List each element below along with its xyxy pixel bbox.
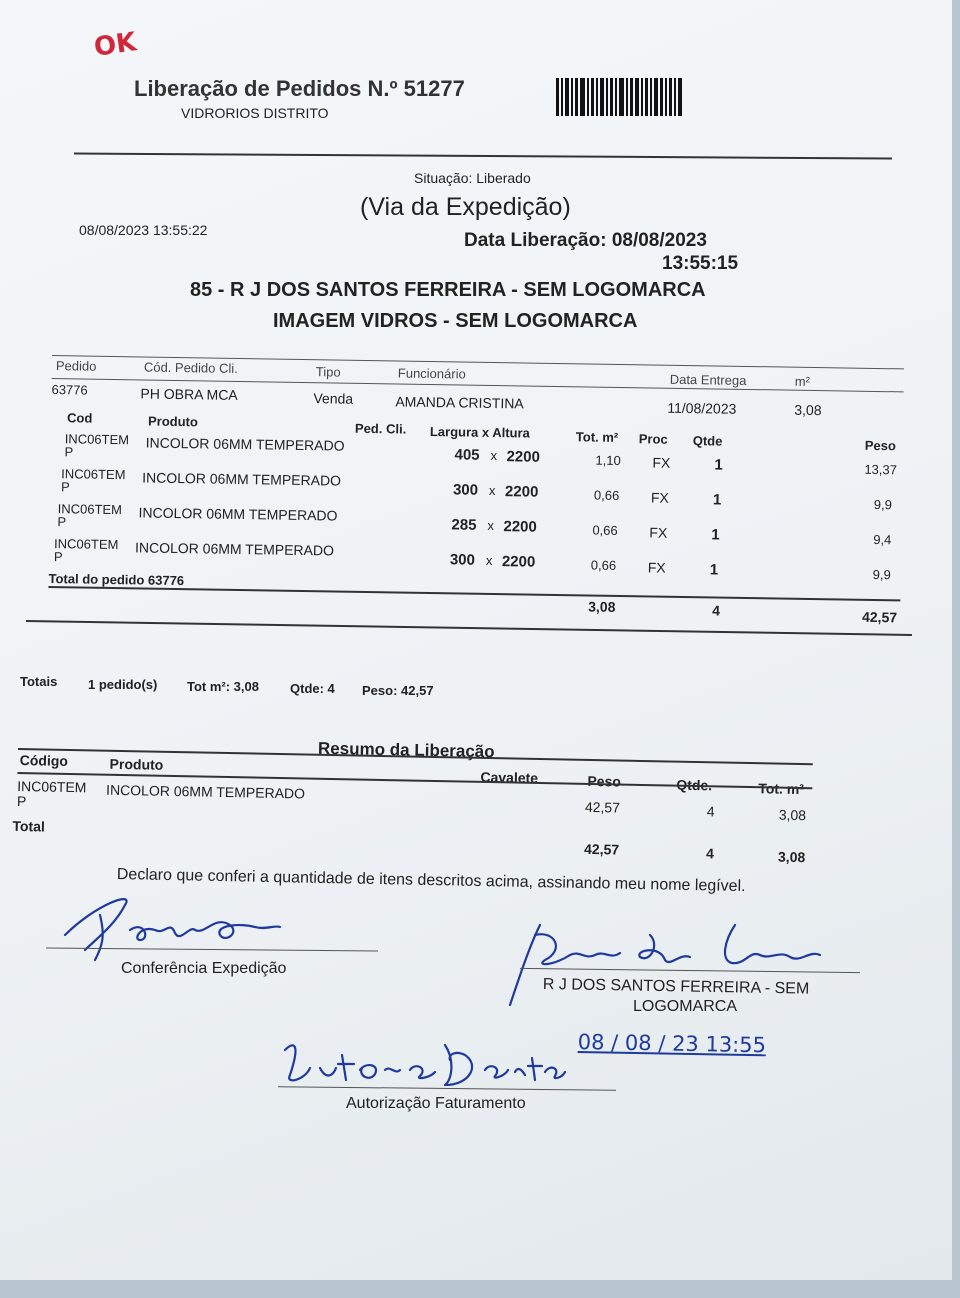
resumo-total-qtde: 4: [705, 845, 714, 862]
item-cod: INC06TEM: [57, 501, 123, 518]
items-col-qtde: Qtde: [692, 433, 723, 449]
declaration-text: Declaro que conferi a quantidade de itens descritos acima, assinando meu nome legível.: [116, 866, 746, 896]
items-col-tot-m2: Tot. m²: [575, 429, 619, 445]
resumo-row-qtde: 4: [706, 803, 715, 820]
item-altura: 2200: [504, 483, 539, 501]
order-total-peso: 42,57: [861, 608, 898, 626]
company-name: VIDRORIOS DISTRITO: [181, 105, 329, 121]
resumo-row-codigo: INC06TEM: [17, 777, 87, 796]
item-peso: 9,4: [873, 531, 892, 548]
cod-pedido-cli-value: PH OBRA MCA: [140, 385, 238, 403]
col-data-entrega-label: Data Entrega: [669, 371, 747, 388]
resumo-total-tot-m2: 3,08: [777, 848, 806, 866]
item-x: x: [487, 517, 495, 533]
item-qtde: 1: [714, 456, 723, 474]
item-cod-suffix: P: [60, 479, 70, 495]
conferencia-signature: [55, 885, 295, 965]
totals-m2: Tot m²: 3,08: [187, 679, 259, 694]
resumo-row-tot-m2: 3,08: [778, 806, 807, 824]
item-x: x: [488, 482, 496, 499]
item-produto: INCOLOR 06MM TEMPERADO: [138, 504, 338, 524]
item-tot-m2: 0,66: [590, 557, 617, 573]
item-cod: INC06TEM: [64, 431, 130, 448]
item-x: x: [490, 447, 498, 464]
item-peso: 13,37: [864, 461, 898, 478]
totals-label: Totais: [20, 674, 58, 689]
print-timestamp: 08/08/2023 13:55:22: [79, 222, 208, 238]
order-total-qtde: 4: [712, 602, 721, 619]
totals-pedidos: 1 pedido(s): [88, 677, 158, 692]
resumo-title: Resumo da Liberação: [317, 738, 495, 762]
resumo-col-cavalete: Cavalete: [480, 768, 539, 786]
item-produto: INCOLOR 06MM TEMPERADO: [134, 539, 335, 559]
item-tot-m2: 1,10: [595, 452, 621, 468]
funcionario-value: AMANDA CRISTINA: [395, 393, 524, 412]
item-proc: FX: [650, 489, 669, 506]
item-peso: 9,9: [873, 496, 893, 513]
items-col-proc: Proc: [638, 431, 668, 447]
item-largura: 300: [452, 481, 479, 499]
col-pedido-label: Pedido: [55, 358, 97, 374]
resumo-col-produto: Produto: [109, 755, 164, 773]
col-cod-pedido-cli-label: Cód. Pedido Cli.: [143, 359, 238, 376]
item-qtde: 1: [712, 491, 722, 509]
item-tot-m2: 0,66: [593, 487, 620, 503]
item-altura: 2200: [501, 553, 536, 571]
resumo-row-peso: 42,57: [584, 798, 621, 816]
items-col-ped-cli: Ped. Cli.: [354, 420, 407, 437]
col-m2-label: m²: [794, 373, 811, 389]
document-title: Liberação de Pedidos N.º 51277: [134, 76, 465, 101]
item-altura: 2200: [506, 448, 541, 466]
items-col-peso: Peso: [864, 437, 896, 454]
tipo-value: Venda: [313, 390, 354, 407]
order-total-label: Total do pedido 63776: [48, 571, 185, 589]
cliente-name-line1: R J DOS SANTOS FERREIRA - SEM: [542, 976, 810, 998]
item-tot-m2: 0,66: [592, 522, 618, 538]
resumo-total-peso: 42,57: [583, 840, 620, 858]
via-label: (Via da Expedição): [360, 193, 571, 221]
situation-label: Situação: Liberado: [414, 170, 531, 186]
client-name: 85 - R J DOS SANTOS FERREIRA - SEM LOGOMARCA: [190, 279, 706, 301]
item-largura: 300: [449, 551, 476, 569]
resumo-col-peso: Peso: [587, 772, 622, 790]
item-cod-suffix: P: [53, 549, 63, 565]
item-cod: INC06TEM: [61, 466, 126, 483]
item-qtde: 1: [709, 561, 719, 579]
client-brand: IMAGEM VIDROS - SEM LOGOMARCA: [273, 310, 638, 332]
totals-peso: Peso: 42,57: [362, 683, 434, 698]
item-proc: FX: [647, 559, 666, 576]
handwritten-date: 08 / 08 / 23 13:55: [577, 1030, 767, 1058]
item-cod: INC06TEM: [53, 536, 119, 553]
conferencia-label: Conferência Expedição: [121, 960, 287, 977]
col-tipo-label: Tipo: [315, 364, 341, 380]
release-date: Data Liberação: 08/08/2023: [464, 230, 707, 251]
cliente-name-line2: LOGOMARCA: [633, 998, 738, 1015]
col-funcionario-label: Funcionário: [397, 365, 466, 382]
item-peso: 9,9: [872, 566, 891, 583]
item-largura: 285: [451, 516, 477, 534]
item-produto: INCOLOR 06MM TEMPERADO: [142, 469, 342, 489]
resumo-col-codigo: Código: [19, 752, 69, 769]
data-entrega-value: 11/08/2023: [667, 399, 737, 417]
order-total-m2: 3,08: [588, 598, 616, 615]
items-col-cod: Cod: [66, 410, 93, 426]
m2-value: 3,08: [794, 401, 822, 419]
resumo-total-label: Total: [12, 817, 45, 835]
autorizacao-label: Autorização Faturamento: [346, 1095, 526, 1112]
items-col-produto: Produto: [147, 413, 198, 430]
item-produto: INCOLOR 06MM TEMPERADO: [145, 434, 345, 454]
totals-qtde: Qtde: 4: [290, 681, 335, 696]
item-cod-suffix: P: [64, 444, 74, 460]
item-proc: FX: [649, 524, 668, 541]
items-col-largura-altura: Largura x Altura: [429, 423, 530, 441]
ok-mark: OK: [92, 27, 139, 63]
release-time: 13:55:15: [662, 253, 739, 274]
item-qtde: 1: [711, 526, 720, 544]
item-proc: FX: [652, 454, 671, 471]
item-largura: 405: [454, 446, 480, 464]
resumo-col-qtde: Qtde.: [676, 776, 713, 794]
item-x: x: [485, 552, 493, 568]
item-cod-suffix: P: [57, 514, 67, 530]
resumo-row-produto: INCOLOR 06MM TEMPERADO: [106, 781, 306, 802]
resumo-row-codigo-suffix: P: [16, 792, 27, 810]
item-altura: 2200: [503, 518, 537, 536]
pedido-value: 63776: [51, 382, 88, 398]
resumo-col-tot-m2: Tot. m²: [758, 780, 805, 798]
